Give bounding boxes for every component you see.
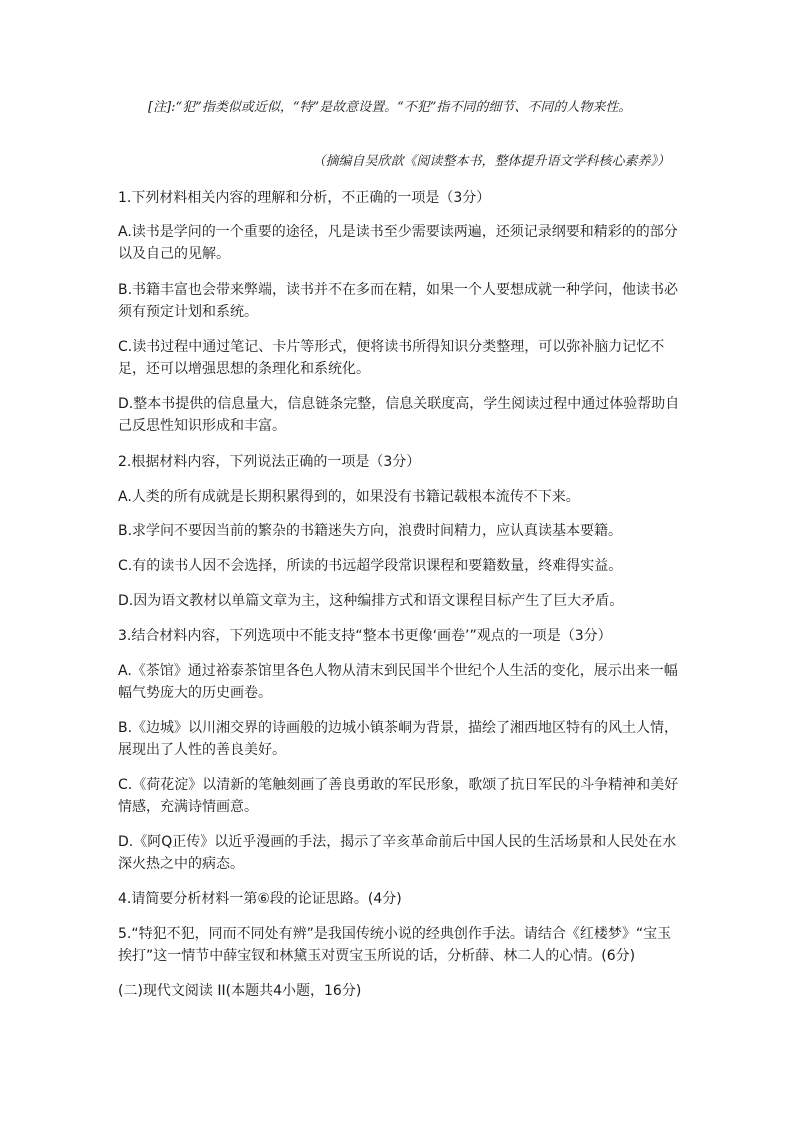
question-1-stem: 1.下列材料相关内容的理解和分析，不正确的一项是（3分） xyxy=(118,190,491,206)
source-citation: （摘编自吴欣歆《阅读整本书，整体提升语文学科核心素养》） xyxy=(312,154,670,169)
question-2-option-d: D.因为语文教材以单篇文章为主，这种编排方式和语文课程目标产生了巨大矛盾。 xyxy=(118,593,624,609)
question-3-option-d: D.《阿Q正传》以近乎漫画的手法，揭示了辛亥革命前后中国人民的生活场景和人民处在水深火热之中的病态。 xyxy=(118,834,677,872)
question-1-option-a: A.读书是学问的一个重要的途径，凡是读书至少需要读两遍，还须记录纲要和精彩的的部分以及自己的见解。 xyxy=(118,224,678,262)
question-3-stem: 3.结合材料内容，下列选项中不能支持“整本书更像‘画卷’”观点的一项是（3分） xyxy=(118,628,612,644)
section-heading: (二)现代文阅读 II(本题共4小题，16分) xyxy=(118,983,362,999)
question-1-option-d: D.整本书提供的信息量大，信息链条完整，信息关联度高，学生阅读过程中通过体验帮助自己反思性知识形成和丰富。 xyxy=(118,396,680,434)
question-2-option-b: B.求学问不要因当前的繁杂的书籍迷失方向，浪费时间精力，应认真读基本要籍。 xyxy=(118,523,623,539)
annotation-note: [注]:“犯”指类似或近似，“特”是故意设置。“不犯”指不同的细节、不同的人物来性。 xyxy=(148,100,632,115)
question-4-stem: 4.请简要分析材料一第⑥段的论证思路。(4分) xyxy=(118,891,402,907)
question-1-option-b: B.书籍丰富也会带来弊端，读书并不在多而在精，如果一个人要想成就一种学问，他读书必须有预定计划和系统。 xyxy=(118,282,679,320)
question-3-option-b: B.《边城》以川湘交界的诗画般的边城小镇茶峒为背景，描绘了湘西地区特有的风土人情，展现出了人性的善良美好。 xyxy=(118,720,679,758)
question-3-option-c: C.《荷花淀》以清新的笔触刻画了善良勇敢的军民形象，歌颂了抗日军民的斗争精神和美好情感，充满诗情画意。 xyxy=(118,777,679,815)
question-2-stem: 2.根据材料内容，下列说法正确的一项是（3分） xyxy=(118,454,421,470)
question-1-option-c: C.读书过程中通过笔记、卡片等形式，便将读书所得知识分类整理，可以弥补脑力记忆不足，还可以增强思想的条理化和系统化。 xyxy=(118,339,665,377)
question-2-option-c: C.有的读书人因不会选择，所读的书远超学段常识课程和要籍数量，终难得实益。 xyxy=(118,558,623,574)
question-3-option-a: A.《茶馆》通过裕泰茶馆里各色人物从清末到民国半个世纪个人生活的变化，展示出来一幅幅气势庞大的历史画卷。 xyxy=(118,663,678,701)
question-5-stem: 5.“特犯不犯，同而不同处有辨”是我国传统小说的经典创作手法。请结合《红楼梦》“宝玉挨打”这一情节中薛宝钗和林黛玉对贾宝玉所说的话，分析薛、林二人的心情。(6分) xyxy=(118,926,672,964)
question-2-option-a: A.人类的所有成就是长期积累得到的，如果没有书籍记载根本流传不下来。 xyxy=(118,489,580,505)
